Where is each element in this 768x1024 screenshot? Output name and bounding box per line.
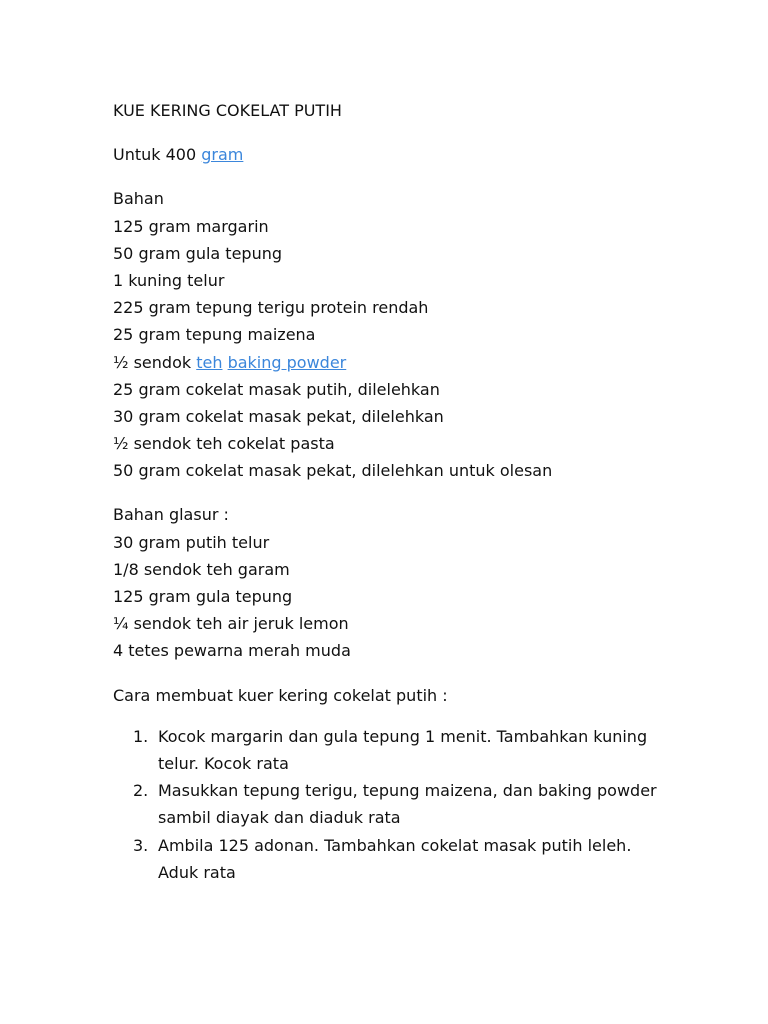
ingredient-item: 50 gram cokelat masak pekat, dilelehkan untuk olesan — [113, 461, 553, 481]
recipe-document — [113, 97, 733, 886]
step-text-line: Ambila 125 adonan. Tambahkan cokelat masak putih leleh. — [158, 835, 632, 855]
step-text-line: sambil diayak dan diaduk rata — [158, 808, 401, 828]
ingredient-prefix: ½ sendok — [113, 352, 197, 372]
glaze-item: 125 gram gula tepung — [113, 587, 293, 606]
baking-powder-link[interactable]: baking powder — [227, 352, 347, 372]
ingredient-item: 25 gram tepung maizena — [113, 325, 316, 345]
ingredient-item: ½ sendok teh cokelat pasta — [113, 434, 335, 454]
teh-link[interactable]: teh — [196, 352, 223, 372]
ingredient-item: 125 gram margarin — [113, 216, 269, 236]
ingredient-item: 225 gram tepung terigu protein rendah — [113, 298, 429, 318]
step-number: 3. — [133, 835, 149, 855]
ingredient-item: 50 gram gula tepung — [113, 243, 282, 263]
method-step — [113, 723, 733, 777]
method-heading: Cara membuat kuer kering cokelat putih : — [113, 685, 448, 705]
step-text-line: Aduk rata — [158, 862, 236, 882]
recipe-title: KUE KERING COKELAT PUTIH — [113, 101, 342, 120]
glaze-item: 1/8 sendok teh garam — [113, 559, 290, 579]
ingredient-item: 25 gram cokelat masak putih, dilelehkan — [113, 379, 440, 399]
step-number: 2. — [133, 781, 149, 801]
method-step — [113, 832, 733, 886]
step-text-line: telur. Kocok rata — [158, 753, 289, 773]
glaze-item: ¼ sendok teh air jeruk lemon — [113, 614, 349, 634]
yield-prefix: Untuk 400 — [113, 145, 202, 165]
step-text-line: Kocok margarin dan gula tepung 1 menit. Tambahkan kuning — [158, 726, 648, 746]
ingredient-item: 1 kuning telur — [113, 270, 225, 290]
ingredient-item-baking-powder — [113, 349, 733, 376]
gram-link[interactable]: gram — [201, 145, 244, 165]
glaze-item: 30 gram putih telur — [113, 532, 270, 552]
yield-line — [113, 141, 733, 168]
step-text-line: Masukkan tepung terigu, tepung maizena, dan baking powder — [158, 781, 657, 801]
method-step — [113, 777, 733, 831]
glaze-heading: Bahan glasur : — [113, 505, 229, 525]
method-steps-list — [113, 723, 733, 886]
glaze-item: 4 tetes pewarna merah muda — [113, 641, 351, 661]
step-number: 1. — [133, 726, 149, 746]
ingredient-item: 30 gram cokelat masak pekat, dilelehkan — [113, 406, 444, 426]
ingredients-heading: Bahan — [113, 189, 164, 209]
